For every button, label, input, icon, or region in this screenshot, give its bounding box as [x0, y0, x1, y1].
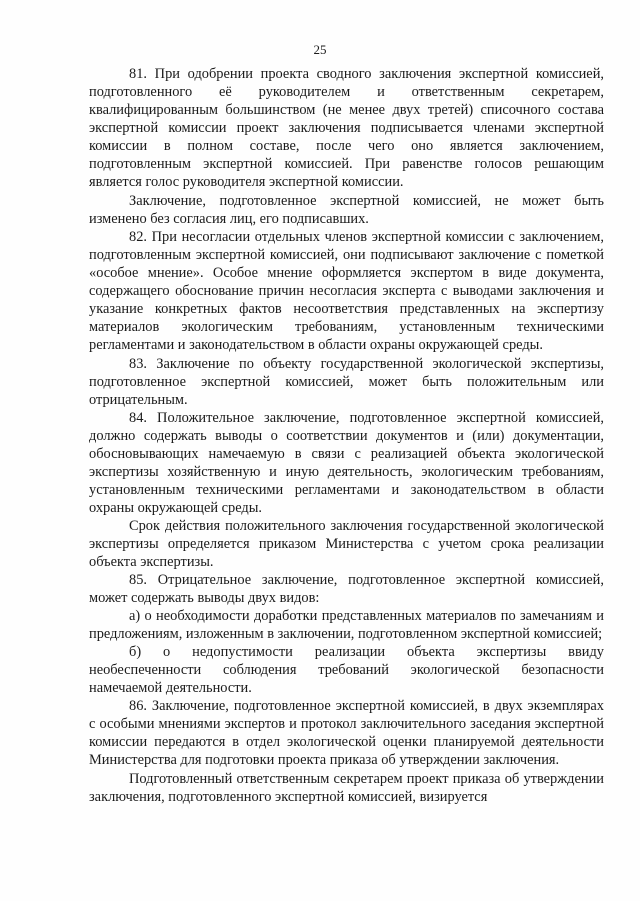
- paragraph-82: 82. При несогласии отдельных членов экспертной комиссии с заключением, подготовленным экспертной комиссией, они подписывают заключение с пометкой «особое мнение». Особое мнение оформляется экспертом в виде документа, содержащего обоснование причин несогласия эксперта с выводами заключения и указание конкретных фактов несоответствия представленных на экспертизу материалов экологическим требованиям, установленным техническими регламентами и законодательством в области охраны окружающей среды.: [89, 229, 604, 353]
- paragraph-81-note: Заключение, подготовленное экспертной комиссией, не может быть изменено без согласия лиц, его подписавших.: [89, 193, 604, 227]
- paragraph-85: 85. Отрицательное заключение, подготовленное экспертной комиссией, может содержать выводы двух видов:: [89, 572, 604, 606]
- paragraph-84: 84. Положительное заключение, подготовленное экспертной комиссией, должно содержать выводы о соответствии документов и (или) документации, обосновывающих намечаемую в связи с реализацией объекта экологической экспертизы хозяйственную и иную деятельность, экологическим требованиям, установленным техническими регламентами и законодательством в области охраны окружающей среды.: [89, 410, 604, 516]
- paragraph-85-a: а) о необходимости доработки представленных материалов по замечаниям и предложениям, изложенным в заключении, подготовленном экспертной комиссией;: [89, 608, 604, 642]
- paragraph-83: 83. Заключение по объекту государственной экологической экспертизы, подготовленное экспертной комиссией, может быть положительным или отрицательным.: [89, 356, 604, 408]
- paragraph-85-b: б) о недопустимости реализации объекта экспертизы ввиду необеспеченности соблюдения требований экологической безопасности намечаемой деятельности.: [89, 644, 604, 696]
- paragraph-84-term: Срок действия положительного заключения государственной экологической экспертизы определяется приказом Министерства с учетом срока реализации объекта экспертизы.: [89, 518, 604, 570]
- paragraph-81: 81. При одобрении проекта сводного заключения экспертной комиссией, подготовленного её руководителем и ответственным секретарем, квалифицированным большинством (не менее двух третей) списочного состава экспертной комиссии проект заключения подписывается членами экспертной комиссии в полном составе, после чего оно является заключением, подготовленным экспертной комиссией. При равенстве голосов решающим является голос руководителя экспертной комиссии.: [89, 66, 604, 190]
- paragraph-86-approval: Подготовленный ответственным секретарем проект приказа об утверждении заключения, подготовленного экспертной комиссией, визируется: [89, 771, 604, 805]
- document-body: [89, 65, 604, 806]
- paragraph-86: 86. Заключение, подготовленное экспертной комиссией, в двух экземплярах с особыми мнениями экспертов и протокол заключительного заседания экспертной комиссии передаются в отдел экологической оценки планируемой деятельности Министерства для подготовки проекта приказа об утверждении заключения.: [89, 698, 604, 768]
- page-number: 25: [313, 42, 327, 57]
